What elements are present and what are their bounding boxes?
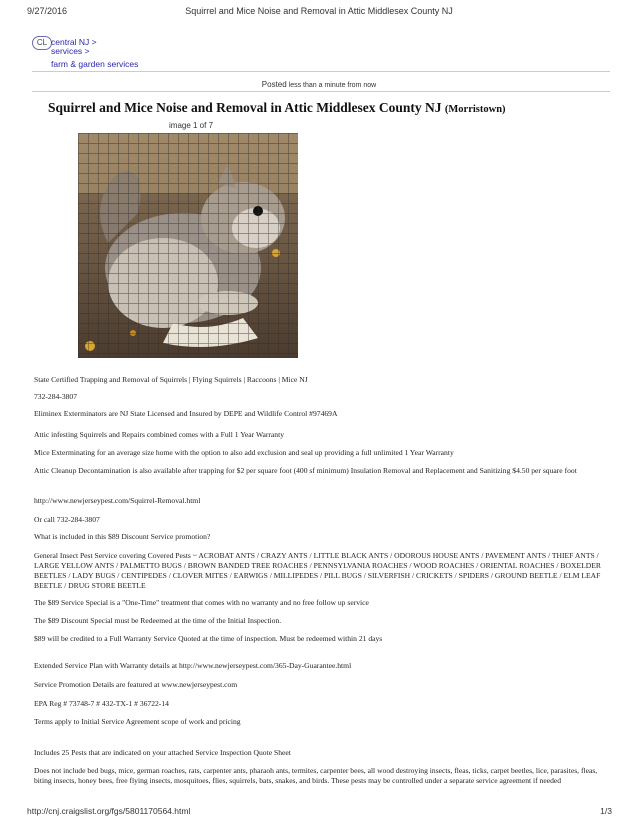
body-paragraph: Mice Exterminating for an average size home with the option to also add exclusion and seal up providing a full unlimited 1 Year Warranty [34, 448, 454, 457]
body-paragraph: 732-284-3807 [34, 392, 78, 401]
squirrel-in-trap-photo[interactable] [78, 133, 298, 358]
body-paragraph: State Certified Trapping and Removal of Squirrels | Flying Squirrels | Raccoons | Mice NJ [34, 375, 308, 384]
posted-time: less than a minute from now [288, 82, 377, 89]
body-paragraph: The $89 Discount Special must be Redeemed at the time of the Initial Inspection. [34, 616, 282, 625]
print-title: Squirrel and Mice Noise and Removal in Attic Middlesex County NJ [185, 6, 453, 16]
body-paragraph: Attic Cleanup Decontamination is also available after trapping for $2 per square foot (400 sf minimum) Insulation Removal and Replacement and Sanitizing $4.50 per square foot [34, 466, 577, 475]
body-paragraph: Extended Service Plan with Warranty details at http://www.newjerseypest.com/365-Day-Guarantee.html [34, 661, 352, 670]
body-paragraph: The $89 Service Special is a "One-Time" treatment that comes with no warranty and no free follow up service [34, 598, 369, 607]
print-page-number: 1/3 [600, 806, 612, 816]
breadcrumb-farm-garden[interactable]: farm & garden services [51, 59, 139, 69]
posted-line [0, 80, 638, 89]
breadcrumb-central-nj[interactable]: central NJ > [51, 37, 97, 47]
body-paragraph: EPA Reg # 73748-7 # 432-TX-1 # 36722-14 [34, 699, 169, 708]
body-paragraph: Service Promotion Details are featured at www.newjerseypest.com [34, 680, 238, 689]
body-paragraph: $89 will be credited to a Full Warranty Service Quoted at the time of inspection. Must be redeemed within 21 days [34, 634, 383, 643]
body-url[interactable]: http://www.newjerseypest.com/Squirrel-Removal.html [34, 496, 201, 505]
body-paragraph: Does not include bed bugs, mice, german roaches, rats, carpenter ants, pharaoh ants, termites, carpenter bees, all wood destroying insects, fleas, ticks, carpet beetles, lice, parasites, fleas, biting insects, honey bees, free flying insects, mosquitoes, flies, squirrels, bats, snakes, and birds. These pests may be controlled under a separate service agreement if needed [34, 766, 598, 785]
image-counter: image 1 of 7 [169, 121, 214, 130]
print-footer-url: http://cnj.craigslist.org/fgs/5801170564.html [27, 806, 191, 816]
body-paragraph: What is included in this $89 Discount Service promotion? [34, 532, 211, 541]
body-paragraph: Eliminex Exterminators are NJ State Licensed and Insured by DEPE and Wildlife Control #97469A [34, 409, 338, 418]
craigslist-logo-badge[interactable]: CL [32, 36, 52, 50]
body-paragraph: Terms apply to Initial Service Agreement scope of work and pricing [34, 717, 241, 726]
breadcrumb-services[interactable]: services > [51, 46, 90, 56]
post-location: (Morristown) [444, 104, 506, 115]
divider [32, 71, 610, 72]
post-title [48, 100, 506, 116]
post-title-text: Squirrel and Mice Noise and Removal in Attic Middlesex County NJ [48, 100, 442, 115]
body-paragraph: Attic infesting Squirrels and Repairs combined comes with a Full 1 Year Warranty [34, 430, 285, 439]
body-paragraph: General Insect Pest Service covering Covered Pests ~ ACROBAT ANTS / CRAZY ANTS / LITTLE BLACK ANTS / ODOROUS HOUSE ANTS / PAVEMENT ANTS / THIEF ANTS / LARGE YELLOW ANTS / PALMETTO BUGS / BROWN BANDED TREE ROACHES / PENNSYLVANIA ROACHES / WOOD ROACHES / ORIENTAL ROACHES / BOXELDER BEETLES / LADY BUGS / CENTIPEDES / CLOVER MITES / EARWIGS / MILLIPEDES / PILL BUGS / SILVERFISH / CRICKETS / SPIDERS / GROUND BEETLE / ELM LEAF BEETLE / DRUG STORE BEETLE [34, 551, 601, 590]
divider [32, 91, 610, 92]
body-paragraph: Includes 25 Pests that are indicated on your attached Service Inspection Quote Sheet [34, 748, 291, 757]
print-date: 9/27/2016 [27, 6, 68, 16]
body-paragraph: Or call 732-284-3807 [34, 515, 100, 524]
posted-label: Posted [261, 80, 287, 89]
